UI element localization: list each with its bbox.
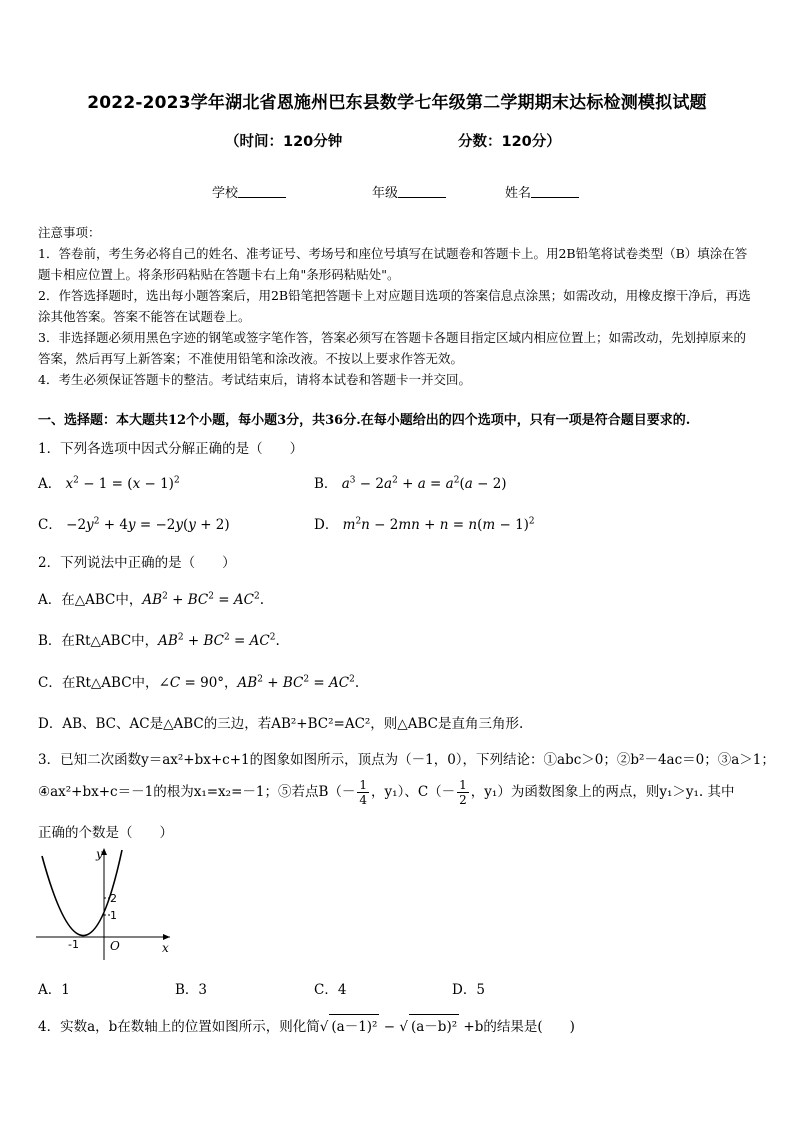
q3-line3: 正确的个数是（ ） — [38, 825, 173, 841]
name-field[interactable] — [505, 182, 579, 201]
q2-option-d[interactable]: D．AB、BC、AC是△ABC的三边，若AB²+BC²=AC²，则△ABC是直角三角形. — [38, 716, 524, 732]
sqrt-expr-2: (a－b)² — [409, 1014, 459, 1035]
notes-heading: 注意事项： — [38, 225, 101, 240]
notes-block — [38, 222, 758, 390]
school-field[interactable] — [212, 182, 286, 201]
q4-stem: 4．实数a，b在数轴上的位置如图所示，则化简√ (a－1)² − √ (a－b)² +b的结果是( ) — [38, 1014, 575, 1035]
tick-label-neg1: -1 — [68, 938, 79, 951]
name-label: 姓名 — [505, 186, 532, 201]
q1-option-c[interactable]: C． $-2y^2 + 4y = -2y(y + 2)$ — [38, 516, 230, 533]
q3-line1: 3．已知二次函数y＝ax²+bx+c+1的图象如图所示，顶点为（－1，0），下列结论：①abc＞0；②b²－4ac＝0；③a＞1； — [38, 752, 775, 768]
x-axis-label: x — [162, 941, 169, 955]
tick-label-2: 2 — [110, 892, 117, 905]
section-heading: 一、选择题：本大题共12个小题，每小题3分，共36分.在每小题给出的四个选项中，只有一项是符合题目要求的. — [38, 413, 691, 428]
note-item: 4．考生必须保证答题卡的整洁。考试结束后，请将本试卷和答题卡一并交回。 — [38, 372, 471, 387]
q1-option-d[interactable]: D． $m^2n - 2mn + n = n(m - 1)^2$ — [314, 516, 535, 533]
exam-time: （时间：120分钟 — [225, 134, 343, 150]
note-item: 2．作答选择题时，选出每小题答案后，用2B铅笔把答题卡上对应题目选项的答案信息点涂黑；如需改动，用橡皮擦干净后，再选涂其他答案。答案不能答在试题卷上。 — [38, 288, 751, 324]
q2-option-a[interactable]: A．在△ABC中，$AB^2 + BC^2 = AC^2$. — [38, 591, 264, 608]
q1-option-b[interactable]: B． $a^3 - 2a^2 + a = a^2(a - 2)$ — [314, 475, 507, 492]
y-axis-label: y — [96, 847, 103, 861]
q3-option-b[interactable]: B．3 — [175, 982, 208, 998]
q2-option-b[interactable]: B．在Rt△ABC中，$AB^2 + BC^2 = AC^2$. — [38, 632, 280, 649]
q2-stem: 2．下列说法中正确的是（ ） — [38, 555, 236, 571]
sqrt-expr-1: (a－1)² — [329, 1014, 379, 1035]
tick-label-1: 1 — [110, 909, 117, 922]
q1-stem: 1．下列各选项中因式分解正确的是（ ） — [38, 441, 304, 457]
grade-field[interactable] — [372, 182, 446, 201]
fraction-one-half: $\frac{1}{2}$ — [459, 778, 467, 807]
school-label: 学校 — [212, 186, 239, 201]
exam-title: 2022-2023学年湖北省恩施州巴东县数学七年级第二学期期末达标检测模拟试题 — [87, 93, 707, 113]
fraction-one-quarter: $\frac{1}{4}$ — [359, 778, 368, 807]
exam-score: 分数：120分） — [458, 134, 561, 150]
q1-option-a[interactable]: A． $x^2 - 1 = (x - 1)^2$ — [38, 475, 180, 492]
q2-option-c[interactable]: C．在Rt△ABC中，∠C = 90°，$AB^2 + BC^2 = AC^2$. — [38, 674, 360, 691]
q3-option-c[interactable]: C．4 — [314, 982, 347, 998]
q3-option-d[interactable]: D．5 — [452, 982, 485, 998]
q3-line2: ④ax²+bx+c＝－1的根为x₁=x₂=－1；⑤若点B（－ $\frac{1}{4}$ ，y₁）、C（－ $\frac{1}{2}$ ，y₁）为函数图象上的两点，则y₁＞y₁. 其中 — [38, 778, 735, 807]
parabola-graph — [30, 840, 180, 965]
q3-option-a[interactable]: A．1 — [38, 982, 70, 998]
note-item: 3．非选择题必须用黑色字迹的钢笔或签字笔作答，答案必须写在答题卡各题目指定区域内相应位置上；如需改动，先划掉原来的答案，然后再写上新答案；不准使用铅笔和涂改液。不按以上要求作答无效。 — [38, 330, 746, 366]
origin-label: O — [110, 939, 120, 953]
grade-label: 年级 — [372, 186, 399, 201]
note-item: 1．答卷前，考生务必将自己的姓名、准考证号、考场号和座位号填写在试题卷和答题卡上。用2B铅笔将试卷类型（B）填涂在答题卡相应位置上。将条形码粘贴在答题卡右上角"条形码粘贴处"。 — [38, 246, 748, 282]
